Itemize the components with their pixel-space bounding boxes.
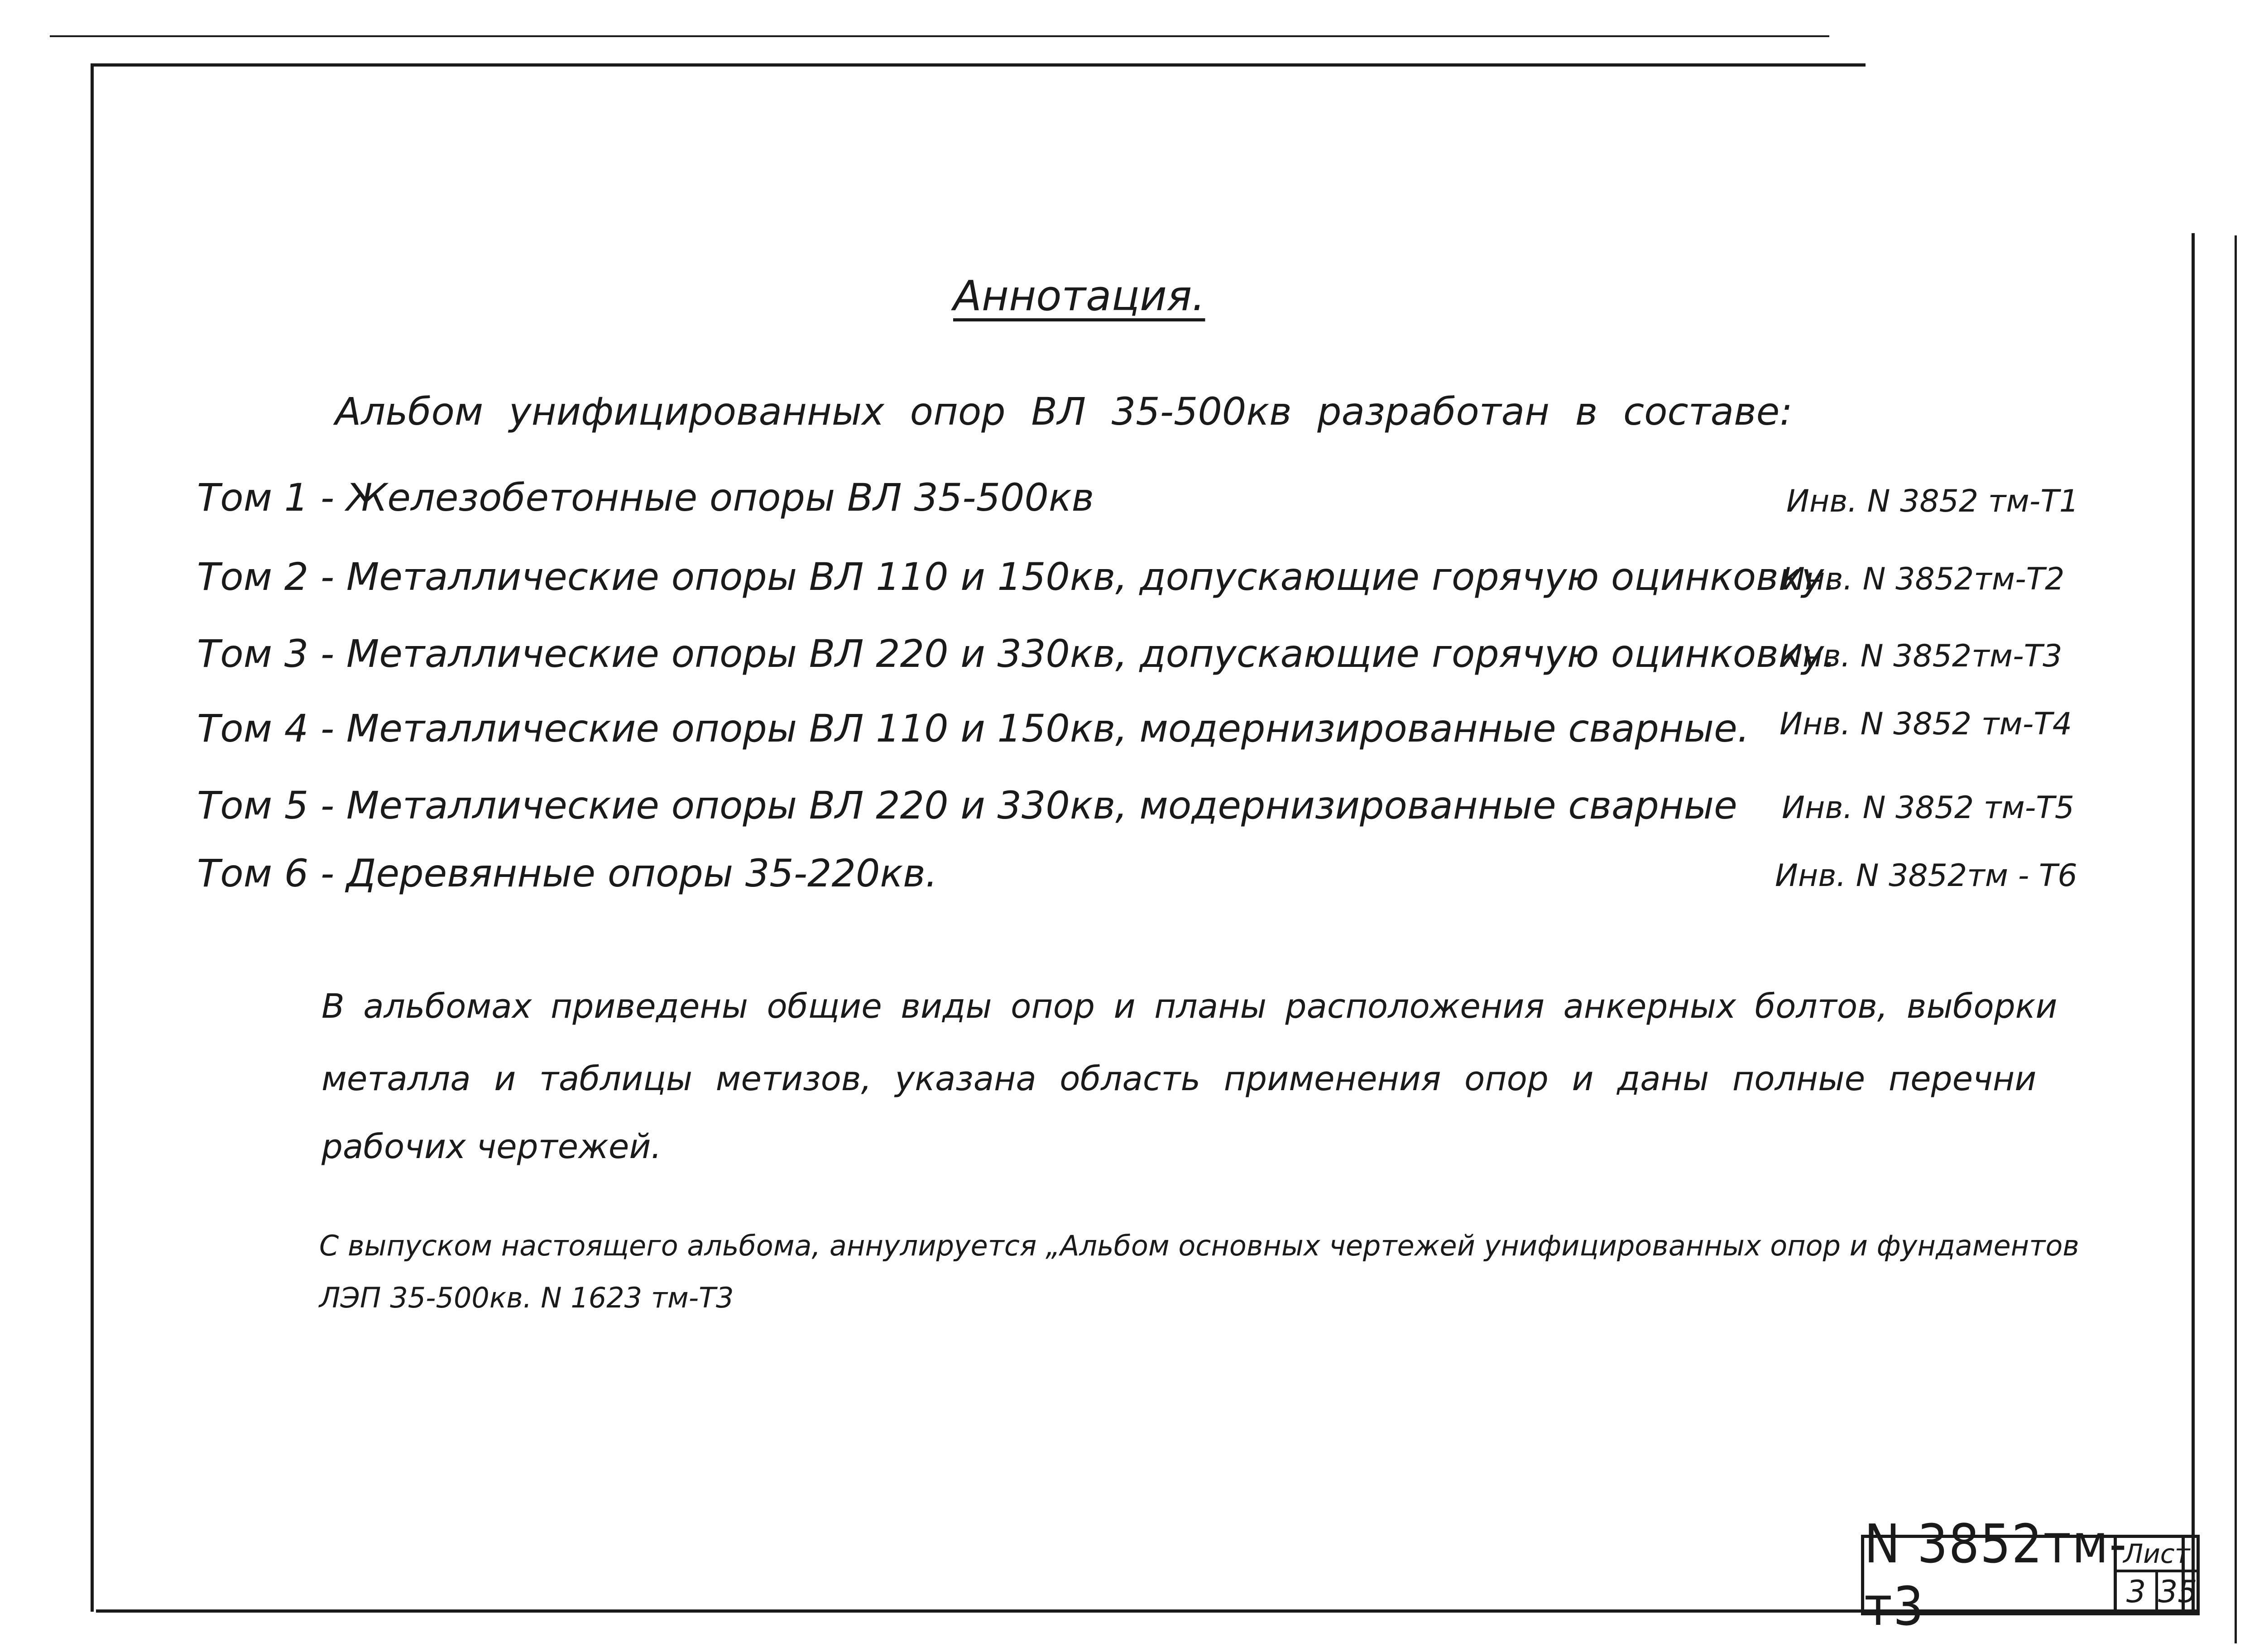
volume-4-text: Том 4 - Металлические опоры ВЛ 110 и 150кв, модернизированные сварные. [197,706,1750,751]
volume-3-inv: Инв. N 3852тм-Т3 [1780,638,2063,674]
volume-1-text: Том 1 - Железобетонные опоры ВЛ 35-500кв [197,475,1094,520]
sheet-number: 3 [2117,1572,2158,1612]
paragraph-line-3: рабочих чертежей. [321,1127,662,1166]
frame-right [2192,233,2195,1612]
volume-2-inv: Инв. N 3852тм-Т2 [1782,561,2065,597]
note-line-2: ЛЭП 35-500кв. N 1623 тм-Т3 [319,1281,734,1314]
document-code-stamp: N 3852тм-т3 [1861,1535,2185,1615]
volume-5-text: Том 5 - Металлические опоры ВЛ 220 и 330кв, модернизированные сварные [197,783,1737,828]
volume-1-inv: Инв. N 3852 тм-Т1 [1786,484,2079,519]
page-title: Аннотация. [953,272,1205,320]
volume-4-inv: Инв. N 3852 тм-Т4 [1780,706,2072,742]
note-line-1: С выпуском настоящего альбома, аннулируется „Альбом основных чертежей унифицированных опор и фундаментов [319,1229,2079,1262]
intro-text: Альбом унифицированных опор ВЛ 35-500кв разработан в составе: [335,389,1793,434]
paragraph-line-1: В альбомах приведены общие виды опор и планы расположения анкерных болтов, выборки [321,987,2058,1026]
paragraph-line-2: металла и таблицы метизов, указана область применения опор и даны полные перечни [321,1059,2037,1098]
volume-6-inv: Инв. N 3852тм - Т6 [1775,858,2077,894]
volume-3-text: Том 3 - Металлические опоры ВЛ 220 и 330кв, допускающие горячую оцинковку. [197,632,1836,676]
sheet-total: 35 [2158,1574,2197,1610]
frame-top [91,63,1866,67]
sheet-label: Лист [2117,1538,2197,1572]
right-edge-line [2235,235,2237,1643]
frame-left [91,63,94,1612]
sheet-number-box [2114,1535,2200,1615]
volume-5-inv: Инв. N 3852 тм-Т5 [1782,790,2075,826]
top-edge-line [50,35,1829,37]
volume-2-text: Том 2 - Металлические опоры ВЛ 110 и 150кв, допускающие горячую оцинковку. [197,555,1836,599]
volume-6-text: Том 6 - Деревянные опоры 35-220кв. [197,851,938,895]
